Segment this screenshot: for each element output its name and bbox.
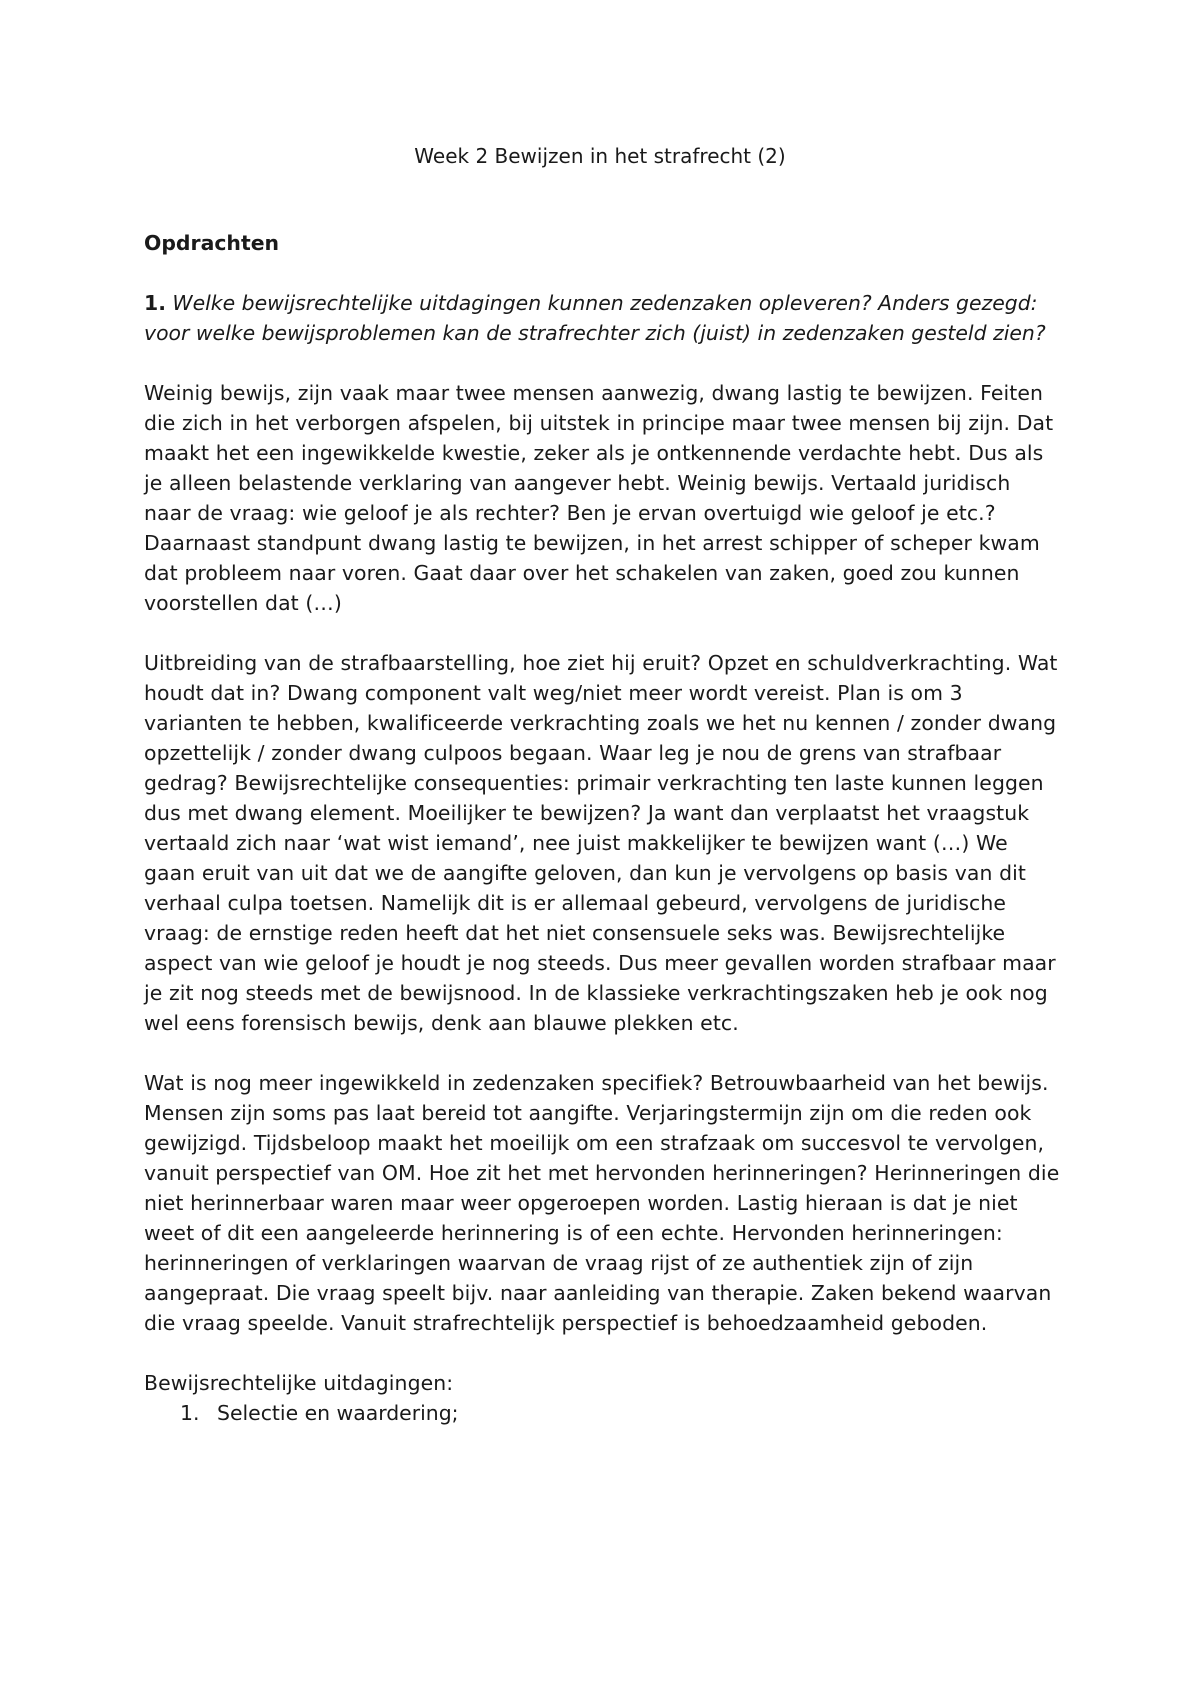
section-heading: Opdrachten [144,231,280,255]
answer-paragraph-2: Uitbreiding van de strafbaarstelling, hoe ziet hij eruit? Opzet en schuldverkrachting. Wat houdt dat in? Dwang component valt weg/niet meer wordt vereist. Plan is om 3 varianten te hebben, kwalificeerde verkrachting zoals we het nu kennen / zonder dwang opzettelijk / zonder dwang culpoos begaan. Waar leg je nou de grens van strafbaar gedrag? Bewijsrechtelijke consequenties: primair verkrachting ten laste kunnen leggen dus met dwang element. Moeilijker te bewijzen? Ja want dan verplaatst het vraagstuk vertaald zich naar ‘wat wist iemand’, nee juist makkelijker te bewijzen want (…) We gaan eruit van uit dat we de aangifte geloven, dan kun je vervolgens op basis van dit verhaal culpa toetsen. Namelijk dit is er allemaal gebeurd, vervolgens de juridische vraag: de ernstige reden heeft dat het niet consensuele seks was. Bewijsrechtelijke aspect van wie geloof je houdt je nog steeds. Dus meer gevallen worden strafbaar maar je zit nog steeds met de bewijsnood. In de klassieke verkrachtingszaken heb je ook nog wel eens forensisch bewijs, denk aan blauwe plekken etc. [144,651,1058,1035]
answer-paragraph-1: Weinig bewijs, zijn vaak maar twee mensen aanwezig, dwang lastig te bewijzen. Feiten die zich in het verborgen afspelen, bij uitstek in principe maar twee mensen bij zijn. Dat maakt het een ingewikkelde kwestie, zeker als je ontkennende verdachte hebt. Dus als je alleen belastende verklaring van aangever hebt. Weinig bewijs. Vertaald juridisch naar de vraag: wie geloof je als rechter? Ben je ervan overtuigd wie geloof je etc.? Daarnaast standpunt dwang lastig te bewijzen, in het arrest schipper of scheper kwam dat probleem naar voren. Gaat daar over het schakelen van zaken, goed zou kunnen voorstellen dat (…) [144,381,1054,615]
question [144,288,1060,348]
document-body [144,228,1060,1428]
question-number: 1. [144,291,166,315]
list-item-text: Selectie en waardering; [217,1401,459,1425]
list-item [144,1398,1060,1428]
question-text: Welke bewijsrechtelijke uitdagingen kunnen zedenzaken opleveren? Anders gezegd: voor welke bewijsproblemen kan de strafrechter zich (juist) in zedenzaken gesteld zien? [144,291,1046,345]
challenges-list [144,1398,1060,1428]
list-intro: Bewijsrechtelijke uitdagingen: [144,1371,454,1395]
document-title: Week 2 Bewijzen in het strafrecht (2) [414,144,786,168]
answer-paragraph-3: Wat is nog meer ingewikkeld in zedenzaken specifiek? Betrouwbaarheid van het bewijs. Mensen zijn soms pas laat bereid tot aangifte. Verjaringstermijn zijn om die reden ook gewijzigd. Tijdsbeloop maakt het moeilijk om een strafzaak om succesvol te vervolgen, vanuit perspectief van OM. Hoe zit het met hervonden herinneringen? Herinneringen die niet herinnerbaar waren maar weer opgeroepen worden. Lastig hieraan is dat je niet weet of dit een aangeleerde herinnering is of een echte. Hervonden herinneringen: herinneringen of verklaringen waarvan de vraag rijst of ze authentiek zijn of zijn aangepraat. Die vraag speelt bijv. naar aanleiding van therapie. Zaken bekend waarvan die vraag speelde. Vanuit strafrechtelijk perspectief is behoedzaamheid geboden. [144,1071,1060,1335]
list-item-number: 1. [180,1401,200,1425]
